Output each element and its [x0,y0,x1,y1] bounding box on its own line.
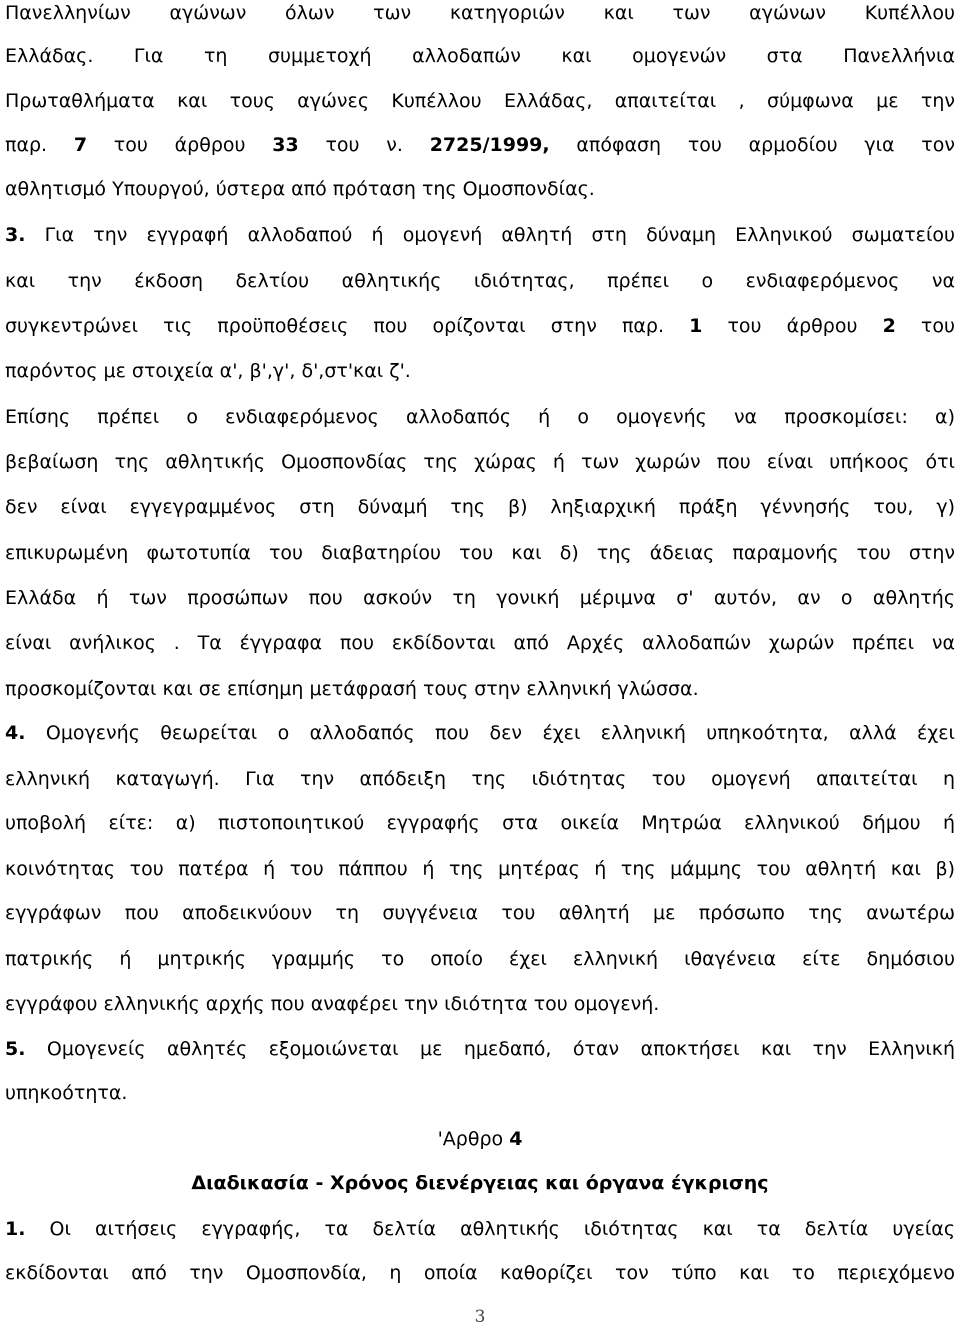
text-line-11 [5,449,955,475]
line-text: υπηκοότητα. [5,1082,128,1104]
line-text: εγγράφου ελληνικής αρχής που αναφέρει την ιδιότητα του ομογενή. [5,993,660,1015]
line-text: εγγράφων που αποδεικνύουν τη συγγένεια του αθλητή με πρόσωπο της ανωτέρω [5,902,955,924]
line-text: Πρωταθλήματα και τους αγώνες Κυπέλλου Ελλάδας, απαιτείται , σύμφωνα με την [5,90,955,112]
text-line-3 [5,88,955,114]
line-text: υποβολή είτε: α) πιστοποιητικού εγγραφής στα οικεία Μητρώα ελληνικού δήμου ή [5,812,955,834]
article-heading: 'Αρθρο 4 [437,1128,523,1150]
line-text: δεν είναι εγγεγραμμένος στη δύναμή της β) ληξιαρχική πράξη γέννησής του, γ) [5,496,955,518]
text-line-19 [5,810,955,836]
line-text: αθλητισμό Υπουργού, ύστερα από πρόταση της Ομοσπονδίας. [5,178,595,200]
text-line-6: 3. Για την εγγραφή αλλοδαπού ή ομογενή αθλητή στη δύναμη Ελληνικού σωματείου [5,224,955,246]
text-line-8: συγκεντρώνει τις προϋποθέσεις που ορίζονται στην παρ. 1 του άρθρου 2 του [5,315,955,337]
line-text: είναι ανήλικος . Τα έγγραφα που εκδίδονται από Αρχές αλλοδαπών χωρών πρέπει να [5,632,955,654]
page-number: 3 [474,1307,486,1327]
text-line-13 [5,540,955,566]
line-text: κοινότητας του πατέρα ή του πάππου ή της μητέρας ή της μάμμης του αθλητή και β) [5,858,955,880]
line-text: προσκομίζονται και σε επίσημη μετάφρασή τους στην ελληνική γλώσσα. [5,678,699,700]
text-line-18 [5,766,955,792]
line-text: επικυρωμένη φωτοτυπία του διαβατηρίου του και δ) της άδειας παραμονής του στην [5,542,955,564]
article-title [5,1170,955,1196]
text-line-15 [5,630,955,656]
text-line-9 [5,358,955,384]
line-text: Επίσης πρέπει ο ενδιαφερόμενος αλλοδαπός ή ο ομογενής να προσκομίσει: α) [5,406,955,428]
text-line-22 [5,946,955,972]
text-line-17: 4. Ομογενής θεωρείται ο αλλοδαπός που δεν έχει ελληνική υπηκοότητα, αλλά έχει [5,722,955,744]
text-line-20 [5,856,955,882]
line-text: βεβαίωση της αθλητικής Ομοσπονδίας της χώρας ή των χωρών που είναι υπήκοος ότι [5,451,955,473]
line-text: παρόντος με στοιχεία α', β',γ', δ',στ'και ζ'. [5,360,411,382]
text-line-5 [5,176,955,202]
text-line-23 [5,991,955,1017]
text-line-10 [5,404,955,430]
text-line-28: 1. Οι αιτήσεις εγγραφής, τα δελτία αθλητικής ιδιότητας και τα δελτία υγείας [5,1218,955,1240]
text-line-25 [5,1080,955,1106]
line-text: και την έκδοση δελτίου αθλητικής ιδιότητας, πρέπει ο ενδιαφερόμενος να [5,270,955,292]
text-line-24: 5. Ομογενείς αθλητές εξομοιώνεται με ημεδαπό, όταν αποκτήσει και την Ελληνική [5,1038,955,1060]
text-line-14 [5,585,955,611]
line-text: Ελλάδας. Για τη συμμετοχή αλλοδαπών και ομογενών στα Πανελλήνια [5,45,955,67]
text-line-12 [5,494,955,520]
text-line-16 [5,676,955,702]
text-line-21 [5,900,955,926]
line-text: ελληνική καταγωγή. Για την απόδειξη της ιδιότητας του ομογενή απαιτείται η [5,768,955,790]
line-text: πατρικής ή μητρικής γραμμής το οποίο έχει ελληνική ιθαγένεια είτε δημόσιου [5,948,955,970]
line-text: Πανελληνίων αγώνων όλων των κατηγοριών και των αγώνων Κυπέλλου [5,2,955,24]
line-text: Ελλάδα ή των προσώπων που ασκούν τη γονική μέριμνα σ' αυτόν, αν ο αθλητής [5,587,955,609]
text-line-7 [5,268,955,294]
text-line-1 [5,0,955,26]
text-line-29 [5,1260,955,1286]
line-text: εκδίδονται από την Ομοσπονδία, η οποία καθορίζει τον τύπο και το περιεχόμενο [5,1262,955,1284]
text-line-2 [5,43,955,69]
line-text: Διαδικασία - Χρόνος διενέργειας και όργανα έγκρισης [191,1172,769,1194]
text-line-4: παρ. 7 του άρθρου 33 του ν. 2725/1999, απόφαση του αρμοδίου για τον [5,134,955,156]
